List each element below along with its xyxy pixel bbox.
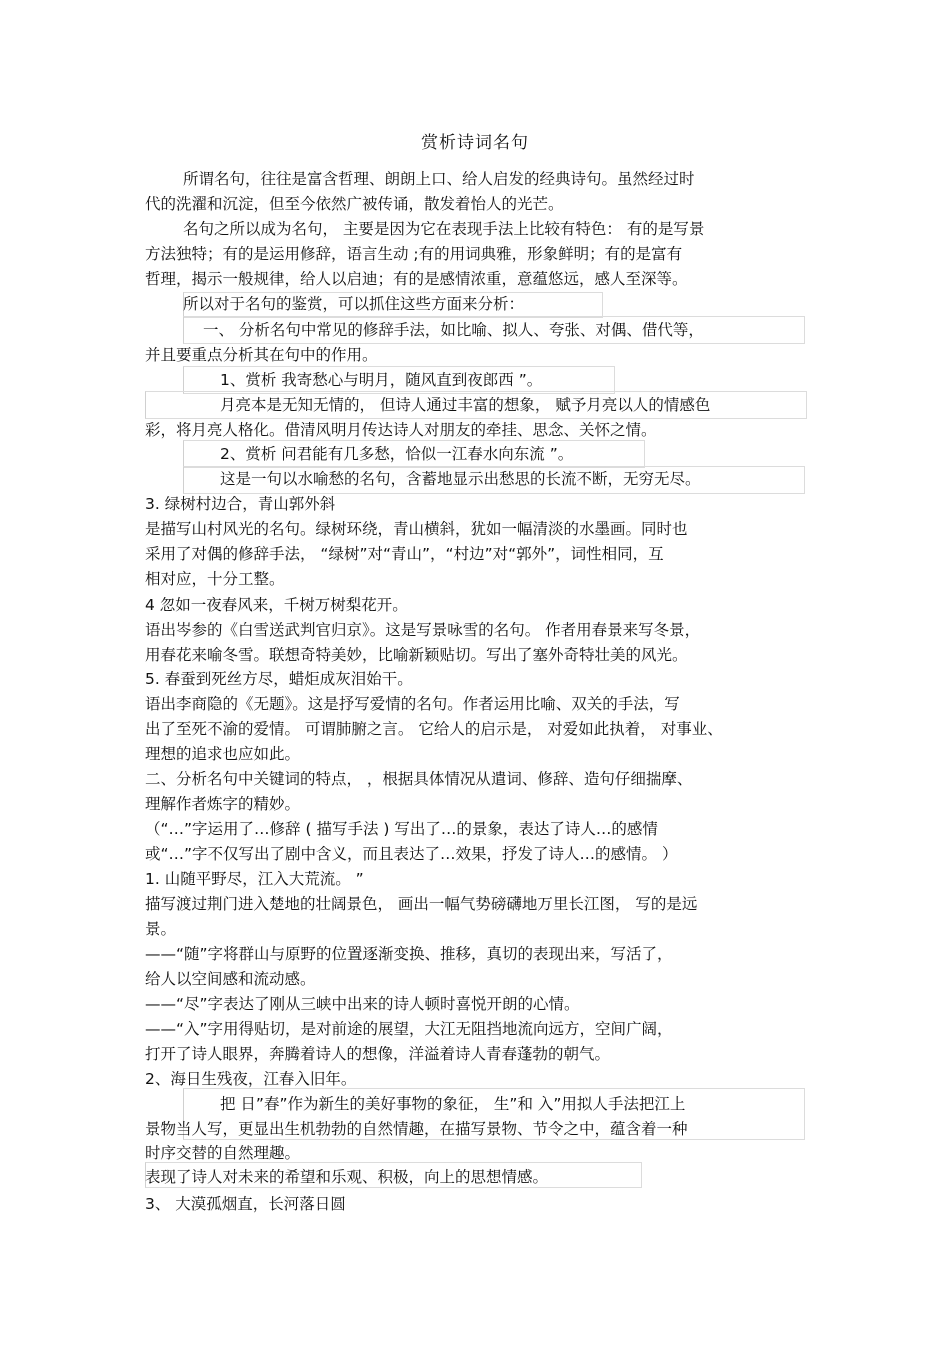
text-line: 打开了诗人眼界，奔腾着诗人的想像，洋溢着诗人青春蓬勃的朝气。 [145, 1045, 611, 1063]
text-line: 2、赏析 问君能有几多愁，恰似一江春水向东流 ”。 [220, 445, 574, 463]
text-line: 一、 分析名句中常见的修辞手法，如比喻、拟人、夸张、对偶、借代等， [203, 321, 704, 339]
text-line: 代的洗濯和沉淀，但至今依然广被传诵，散发着怡人的光芒。 [145, 195, 564, 213]
document-title: 赏析诗词名句 [421, 133, 529, 153]
text-line: 理解作者炼字的精妙。 [145, 795, 301, 813]
text-line: 把 日”春”作为新生的美好事物的象征， 生”和 入”用拟人手法把江上 [220, 1095, 686, 1113]
text-line: ——“入”字用得贴切，是对前途的展望，大江无阻挡地流向远方，空间广阔， [145, 1020, 673, 1038]
text-line: 并且要重点分析其在句中的作用。 [145, 346, 378, 364]
text-line: 描写渡过荆门进入楚地的壮阔景色， 画出一幅气势磅礴地万里长江图， 写的是远 [145, 895, 698, 913]
text-line: 3、 大漠孤烟直，长河落日圆 [145, 1195, 346, 1213]
text-line: 采用了对偶的修辞手法， “绿树”对“青山”，“村边”对“郭外”，词性相同，互 [145, 545, 664, 563]
text-line: 二、分析名句中关键词的特点， ，根据具体情况从遣词、修辞、造句仔细揣摩、 [145, 770, 693, 788]
text-line: 月亮本是无知无情的， 但诗人通过丰富的想象， 赋予月亮以人的情感色 [220, 396, 711, 414]
text-line: ——“尽”字表达了刚从三峡中出来的诗人顿时喜悦开朗的心情。 [145, 995, 580, 1013]
text-line: 名句之所以成为名句， 主要是因为它在表现手法上比较有特色： 有的是写景 [183, 220, 705, 238]
text-line: 哲理，揭示一般规律，给人以启迪；有的是感情浓重，意蕴悠远，感人至深等。 [145, 270, 688, 288]
text-line: 1、赏析 我寄愁心与明月，随风直到夜郎西 ”。 [220, 371, 543, 389]
text-line: 出了至死不渝的爱情。 可谓肺腑之言。 它给人的启示是， 对爱如此执着， 对事业、 [145, 720, 723, 738]
text-line: 2、海日生残夜，江春入旧年。 [145, 1070, 357, 1088]
text-line: 景。 [145, 920, 177, 938]
text-line: 语出李商隐的《无题》。这是抒写爱情的名句。作者运用比喻、双关的手法，写 [145, 695, 680, 713]
text-line: 这是一句以水喻愁的名句，含蓄地显示出愁思的长流不断，无穷无尽。 [220, 470, 701, 488]
text-line: 相对应，十分工整。 [145, 570, 285, 588]
text-line: 所谓名句，往往是富含哲理、朗朗上口、给人启发的经典诗句。虽然经过时 [183, 170, 695, 188]
text-line: 5. 春蚕到死丝方尽，蜡炬成灰泪始干。 [145, 670, 413, 688]
text-line: 给人以空间感和流动感。 [145, 970, 316, 988]
text-line: 3. 绿树村边合，青山郭外斜 [145, 495, 336, 513]
text-line: 所以对于名句的鉴赏，可以抓住这些方面来分析： [183, 295, 525, 313]
text-line: 1. 山随平野尽，江入大荒流。 ” [145, 870, 364, 888]
text-line: 时序交替的自然理趣。 [145, 1144, 301, 1162]
text-line: 方法独特；有的是运用修辞，语言生动 ;有的用词典雅，形象鲜明；有的是富有 [145, 245, 683, 263]
text-line: 语出岑参的《白雪送武判官归京》。这是写景咏雪的名句。 作者用春景来写冬景， [145, 621, 701, 639]
text-line: 4 忽如一夜春风来，千树万树梨花开。 [145, 596, 408, 614]
text-line: 是描写山村风光的名句。绿树环绕，青山横斜，犹如一幅清淡的水墨画。同时也 [145, 520, 688, 538]
text-line: 景物当人写，更显出生机勃勃的自然情趣，在描写景物、节令之中，蕴含着一种 [145, 1120, 688, 1138]
text-line: ——“随”字将群山与原野的位置逐渐变换、推移，真切的表现出来，写活了， [145, 945, 673, 963]
text-line: 或“…”字不仅写出了剧中含义，而且表达了…效果，抒发了诗人…的感情。 ） [145, 845, 678, 863]
text-line: 用春花来喻冬雪。联想奇特美妙，比喻新颖贴切。写出了塞外奇特壮美的风光。 [145, 646, 688, 664]
text-line: （“…”字运用了…修辞 ( 描写手法 ) 写出了…的景象，表达了诗人…的感情 [145, 820, 658, 838]
text-line: 表现了诗人对未来的希望和乐观、积极，向上的思想情感。 [145, 1168, 549, 1186]
text-line: 理想的追求也应如此。 [145, 745, 301, 763]
text-line: 彩，将月亮人格化。借清风明月传达诗人对朋友的牵挂、思念、关怀之情。 [145, 421, 657, 439]
